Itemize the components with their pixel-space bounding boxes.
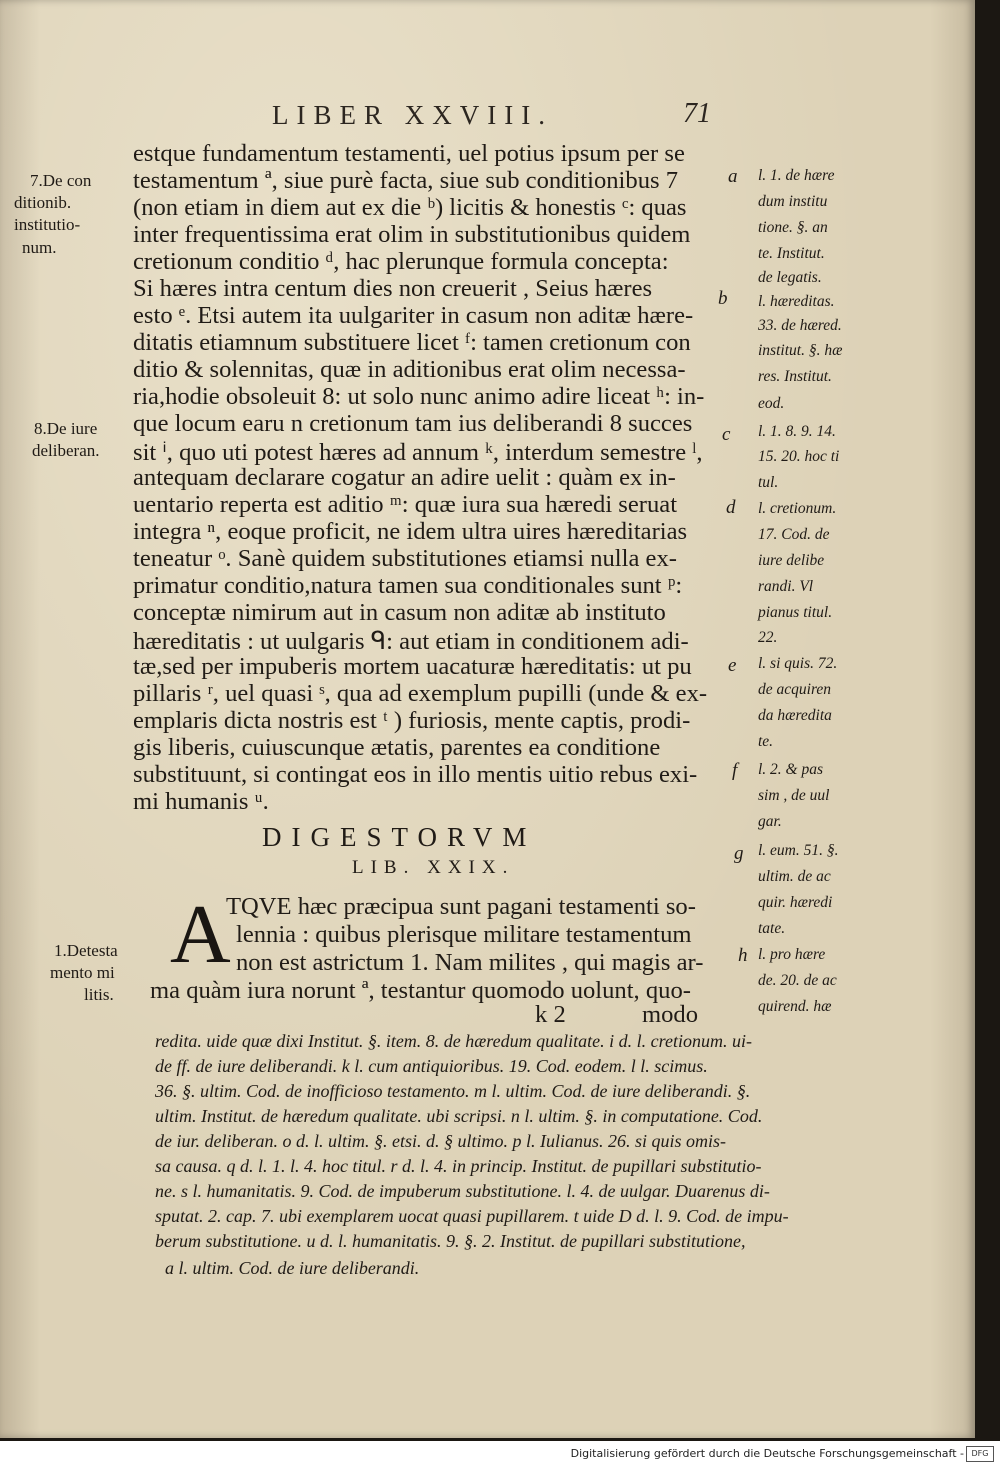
drop-cap: A [170,888,231,981]
reference-letter: b [718,288,728,309]
page-number: 71 [683,98,711,129]
footnote-line: ultim. Institut. de hæredum qualitate. ubi scripsi. n l. ultim. §. in computatione. Cod. [155,1106,763,1126]
reference-letter: c [722,424,731,445]
right-note-line: quirend. hæ [758,998,832,1015]
body-line: hæreditatis : ut uulgaris ᑫ: aut etiam in conditionem adi- [133,628,689,655]
right-note-line: gar. [758,813,782,830]
body-line: primatur conditio,natura tamen sua conditionales sunt ᵖ: [133,572,683,599]
body-line: teneatur ᵒ. Sanè quidem substitutiones etiamsi nulla ex- [133,545,677,572]
footnote-line: sa causa. q d. l. 1. l. 4. hoc titul. r d. l. 4. in princip. Institut. de pupillari substitutio- [155,1156,762,1176]
right-note-line: eod. [758,395,785,412]
reference-letter: g [734,843,744,864]
right-note-line: de acquiren [758,681,832,698]
body-line: tæ,sed per impuberis mortem uacaturæ hæreditatis: ut pu [133,653,692,680]
signature-mark: k 2 [535,1001,566,1028]
body-line: estque fundamentum testamenti, uel potius ipsum per se [133,140,685,167]
running-title: LIBER XXVIII. [272,100,553,130]
section-line: ma quàm iura norunt ª, testantur quomodo uolunt, quo- [150,977,691,1004]
left-note-line: institutio- [14,215,81,234]
right-note-line: ultim. de ac [758,868,831,885]
right-note-line: iure delibe [758,552,825,569]
left-note-line: ditionib. [14,193,72,212]
catchword: modo [642,1001,699,1028]
right-note-line: dum institu [758,193,828,210]
left-note-line: num. [22,238,57,257]
right-note-line: l. 1. 8. 9. 14. [758,423,836,440]
right-note-line: institut. §. hæ [758,342,843,359]
body-line: ditio & solennitas, quæ in aditionibus erat olim necessa- [133,356,686,383]
footnote-line: ne. s l. humanitatis. 9. Cod. de impuberum substitutione. l. 4. de uulgar. Duarenus di- [155,1181,770,1201]
right-note-line: te. Institut. [758,245,825,262]
left-note-line: mento mi [50,963,115,982]
section-line: lennia : quibus plerisque militare testamentum [236,921,692,948]
right-note-line: pianus titul. [758,604,833,621]
reference-letter: e [728,655,737,676]
left-note-line: litis. [84,985,114,1004]
body-line: ria,hodie obsoleuit 8: ut solo nunc animo adire liceat ʰ: in- [133,383,705,410]
right-note-line: quir. hæredi [758,894,833,911]
right-note-line: sim , de uul [758,787,830,804]
right-note-line: da hæredita [758,707,832,724]
body-line: sit ⁱ, quo uti potest hæres ad annum ᵏ, interdum semestre ˡ, [133,439,703,466]
section-line: TQVE hæc præcipua sunt pagani testamenti so- [226,893,696,920]
body-line: uentario reperta est aditio ᵐ: quæ iura sua hæredi seruat [133,491,678,518]
right-note-line: 33. de hæred. [758,317,842,334]
right-note-line: te. [758,733,774,750]
footnote-line: 36. §. ultim. Cod. de inofficioso testamento. m l. ultim. Cod. de iure deliberandi. §. [155,1081,751,1101]
body-line: que locum earu n cretionum tam ius deliberandi 8 succes [133,410,693,437]
right-note-line: l. hæreditas. [758,293,835,310]
right-note-line: l. 2. & pas [758,761,824,778]
right-note-line: l. eum. 51. §. [758,842,839,859]
section-line: non est astrictum 1. Nam milites , qui magis ar- [236,949,704,976]
right-note-line: l. 1. de hære [758,167,835,184]
footnote-line: a l. ultim. Cod. de iure deliberandi. [165,1258,420,1278]
body-line: testamentum ª, siue purè facta, siue sub conditionibus 7 [133,167,679,194]
body-line: integra ⁿ, eoque proficit, ne idem ultra uires hæreditarias [133,518,688,545]
right-note-line: l. pro hære [758,946,826,963]
body-line: ditatis etiamnum substituere licet ᶠ: tamen cretionum con [133,329,691,356]
right-note-line: tate. [758,920,786,937]
body-line: Si hæres intra centum dies non creuerit , Seius hæres [133,275,653,302]
body-line: conceptæ nimirum aut in casum non aditæ ab instituto [133,599,666,626]
right-note-line: l. cretionum. [758,500,837,517]
dfg-logo-icon: DFG [966,1446,994,1462]
right-note-line: l. si quis. 72. [758,655,838,672]
reference-letter: h [738,945,748,966]
right-note-line: randi. Vl [758,578,814,595]
right-note-line: tione. §. an [758,219,828,236]
reference-letter: a [728,166,738,187]
body-line: esto ᵉ. Etsi autem ita uulgariter in casum non aditæ hære- [133,302,694,329]
body-line: substituunt, si contingat eos in illo mentis uitio rebus exi- [133,761,698,788]
footnote-line: sputat. 2. cap. 7. ubi exemplarem uocat quasi pupillarem. t uide D d. l. 9. Cod. de impu- [155,1206,789,1226]
reference-letter: f [732,760,738,781]
right-note-line: 17. Cod. de [758,526,830,543]
right-note-line: 15. 20. hoc ti [758,448,840,465]
body-line: cretionum conditio ᵈ, hac plerunque formula concepta: [133,248,669,275]
digitization-credit: Digitalisierung gefördert durch die Deutsche Forschungsgemeinschaft - [570,1447,964,1460]
right-note-line: de. 20. de ac [758,972,837,989]
body-line: (non etiam in diem aut ex die ᵇ) licitis & honestis ᶜ: quas [133,194,687,221]
body-line: emplaris dicta nostris est ᵗ ) furiosis, mente captis, prodi- [133,707,691,734]
right-note-line: tul. [758,474,779,491]
left-note-line: 7.De con [30,171,92,190]
body-line: mi humanis ᵘ. [133,788,269,815]
reference-letter: d [726,497,736,518]
footnote-line: berum substitutione. u d. l. humanitatis. 9. §. 2. Institut. de pupillari substitutione, [155,1231,746,1251]
right-note-line: de legatis. [758,269,822,286]
section-title: DIGESTORVM [262,822,537,852]
body-line: inter frequentissima erat olim in substitutionibus quidem [133,221,691,248]
footnote-line: de iur. deliberan. o d. l. ultim. §. etsi. d. § ultimo. p l. Iulianus. 26. si quis omis- [155,1131,726,1151]
left-note-line: 8.De iure [34,419,98,438]
body-line: pillaris ʳ, uel quasi ˢ, qua ad exemplum pupilli (unde & ex- [133,680,708,707]
body-line: antequam declarare cogatur an adire uelit : quàm ex in- [133,464,676,491]
digitization-bar [0,1441,1000,1467]
footnote-line: de ff. de iure deliberandi. k l. cum antiquioribus. 19. Cod. eodem. l l. scimus. [155,1056,708,1076]
section-subtitle: LIB. XXIX. [352,857,515,878]
footnote-line: redita. uide quæ dixi Institut. §. item. 8. de hæredum qualitate. i d. l. cretionum. ui- [155,1031,752,1051]
right-note-line: res. Institut. [758,368,832,385]
left-note-line: 1.Detesta [54,941,118,960]
body-line: gis liberis, cuiuscunque ætatis, parentes ea conditione [133,734,661,761]
left-note-line: deliberan. [32,441,100,460]
right-note-line: 22. [758,629,778,646]
